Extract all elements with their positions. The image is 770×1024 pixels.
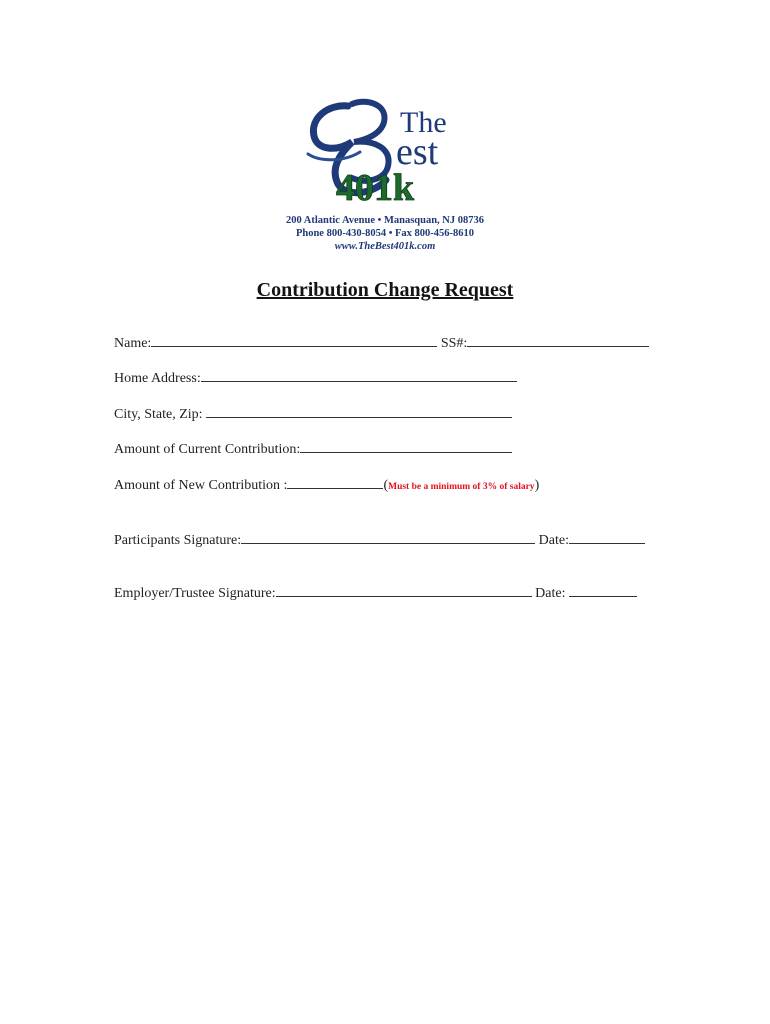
address-phone-fax-line: Phone 800-430-8054 • Fax 800-456-8610 xyxy=(295,228,475,239)
the-best-401k-logo xyxy=(300,92,470,204)
note-close-paren: ) xyxy=(534,478,540,493)
company-address-block xyxy=(0,214,770,253)
participant-signature-row xyxy=(114,530,645,550)
employer-date-label: Date: xyxy=(535,586,569,601)
page-title: Contribution Change Request xyxy=(256,279,514,301)
new-contribution-label: Amount of New Contribution : xyxy=(114,478,288,493)
city-state-zip-label: City, State, Zip: xyxy=(114,407,207,422)
city-state-zip-row xyxy=(114,404,512,424)
home-address-field[interactable] xyxy=(201,368,517,382)
participant-signature-label: Participants Signature: xyxy=(114,533,242,548)
note-open-paren: ( xyxy=(383,478,389,493)
employer-signature-field[interactable] xyxy=(276,583,532,597)
current-contribution-field[interactable] xyxy=(300,439,512,453)
current-contribution-label: Amount of Current Contribution: xyxy=(114,442,301,457)
participant-date-field[interactable] xyxy=(569,530,645,544)
logo-best-text: est xyxy=(396,131,439,173)
name-ss-row xyxy=(114,333,649,353)
ss-label: SS#: xyxy=(440,336,468,351)
logo-graphic xyxy=(300,92,470,204)
participant-signature-field[interactable] xyxy=(241,530,535,544)
employer-signature-label: Employer/Trustee Signature: xyxy=(114,586,276,601)
current-contribution-row xyxy=(114,439,512,459)
city-state-zip-field[interactable] xyxy=(206,404,512,418)
participant-date-label: Date: xyxy=(538,533,569,548)
website-link[interactable]: www.TheBest401k.com xyxy=(334,241,436,252)
new-contribution-field[interactable] xyxy=(287,475,383,489)
name-label: Name: xyxy=(114,336,152,351)
address-street-line: 200 Atlantic Avenue • Manasquan, NJ 08736 xyxy=(285,215,485,226)
employer-date-field[interactable] xyxy=(569,583,637,597)
logo-the-text: The xyxy=(400,106,447,139)
logo-401k-text: 401k xyxy=(336,167,415,204)
home-address-label: Home Address: xyxy=(114,371,201,386)
ss-number-field[interactable] xyxy=(467,333,649,347)
home-address-row xyxy=(114,368,517,388)
name-field[interactable] xyxy=(151,333,437,347)
minimum-contribution-note: Must be a minimum of 3% of salary xyxy=(388,482,535,492)
new-contribution-row xyxy=(114,475,539,496)
employer-signature-row xyxy=(114,583,637,603)
